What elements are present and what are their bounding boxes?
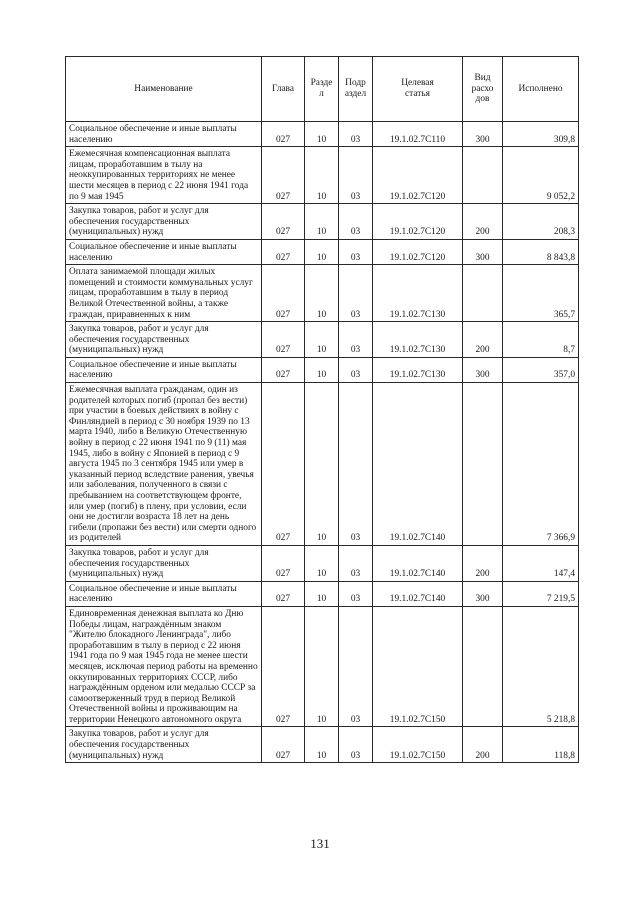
cell-executed: 365,7 bbox=[503, 265, 579, 322]
cell-target: 19.1.02.7С110 bbox=[373, 122, 463, 147]
cell-expense-type: 300 bbox=[463, 357, 503, 382]
cell-executed: 208,3 bbox=[503, 204, 579, 240]
table-body bbox=[66, 122, 579, 763]
cell-name: Социальное обеспечение и иные выплаты населению bbox=[66, 357, 262, 382]
table-row bbox=[66, 122, 579, 147]
cell-section: 10 bbox=[305, 727, 339, 763]
cell-section: 10 bbox=[305, 239, 339, 264]
cell-target: 19.1.02.7С120 bbox=[373, 147, 463, 204]
header-section: Разде л bbox=[305, 57, 339, 122]
cell-chapter: 027 bbox=[262, 606, 305, 727]
cell-target: 19.1.02.7С130 bbox=[373, 322, 463, 358]
cell-subsection: 03 bbox=[339, 581, 373, 606]
cell-target: 19.1.02.7С120 bbox=[373, 239, 463, 264]
cell-chapter: 027 bbox=[262, 383, 305, 546]
cell-section: 10 bbox=[305, 147, 339, 204]
table-row bbox=[66, 383, 579, 546]
cell-name: Социальное обеспечение и иные выплаты населению bbox=[66, 122, 262, 147]
cell-name: Социальное обеспечение и иные выплаты населению bbox=[66, 581, 262, 606]
header-name: Наименование bbox=[66, 57, 262, 122]
cell-target: 19.1.02.7С140 bbox=[373, 383, 463, 546]
table-header-row bbox=[66, 57, 579, 122]
cell-name: Закупка товаров, работ и услуг для обеспечения государственных (муниципальных) нужд bbox=[66, 204, 262, 240]
cell-subsection: 03 bbox=[339, 606, 373, 727]
table-row bbox=[66, 204, 579, 240]
cell-subsection: 03 bbox=[339, 545, 373, 581]
cell-chapter: 027 bbox=[262, 147, 305, 204]
cell-target: 19.1.02.7С140 bbox=[373, 581, 463, 606]
cell-target: 19.1.02.7С140 bbox=[373, 545, 463, 581]
cell-target: 19.1.02.7С150 bbox=[373, 727, 463, 763]
cell-target: 19.1.02.7С130 bbox=[373, 357, 463, 382]
budget-table bbox=[65, 56, 579, 763]
cell-target: 19.1.02.7С150 bbox=[373, 606, 463, 727]
table-row bbox=[66, 322, 579, 358]
cell-section: 10 bbox=[305, 122, 339, 147]
cell-subsection: 03 bbox=[339, 122, 373, 147]
cell-expense-type: 200 bbox=[463, 727, 503, 763]
cell-executed: 309,8 bbox=[503, 122, 579, 147]
cell-chapter: 027 bbox=[262, 265, 305, 322]
cell-chapter: 027 bbox=[262, 239, 305, 264]
cell-subsection: 03 bbox=[339, 357, 373, 382]
header-subsection: Подр аздел bbox=[339, 57, 373, 122]
cell-target: 19.1.02.7С120 bbox=[373, 204, 463, 240]
cell-executed: 118,8 bbox=[503, 727, 579, 763]
table-row bbox=[66, 147, 579, 204]
table-row bbox=[66, 727, 579, 763]
cell-target: 19.1.02.7С130 bbox=[373, 265, 463, 322]
cell-executed: 147,4 bbox=[503, 545, 579, 581]
cell-chapter: 027 bbox=[262, 545, 305, 581]
cell-name: Социальное обеспечение и иные выплаты населению bbox=[66, 239, 262, 264]
cell-expense-type: 200 bbox=[463, 545, 503, 581]
table-row bbox=[66, 606, 579, 727]
cell-expense-type bbox=[463, 383, 503, 546]
cell-section: 10 bbox=[305, 606, 339, 727]
cell-name: Единовременная денежная выплата ко Дню Победы лицам, награждённым знаком "Жителю блокадного Ленинграда", либо проработавшим в тылу в период с 22 июня 1941 года по 9 мая 1945 года не менее шести месяцев, исключая период работы на временно оккупированных территориях СССР, либо награждённым орденом или медалью СССР за самоотверженный труд в период Великой Отечественной войны и проживающим на территории Ненецкого автономного округа bbox=[66, 606, 262, 727]
cell-expense-type: 300 bbox=[463, 122, 503, 147]
cell-name: Закупка товаров, работ и услуг для обеспечения государственных (муниципальных) нужд bbox=[66, 727, 262, 763]
cell-subsection: 03 bbox=[339, 204, 373, 240]
cell-expense-type: 300 bbox=[463, 239, 503, 264]
cell-name: Ежемесячная выплата гражданам, один из родителей которых погиб (пропал без вести) при участии в боевых действиях в войну с Финляндией в период с 30 ноября 1939 по 13 марта 1940, либо в Великую Отечественную войну в период с 22 июня 1941 по 9 (11) мая 1945, либо в войну с Японией в период с 9 августа 1945 по 3 сентября 1945 или умер в указанный период вследствие ранения, увечья или заболевания, полученного в связи с пребыванием на соответствующем фронте, или умер (погиб) в плену, при условии, если они не достигли возраста 18 лет на день гибели (пропажи без вести) или смерти одного из родителей bbox=[66, 383, 262, 546]
cell-chapter: 027 bbox=[262, 727, 305, 763]
cell-name: Оплата занимаемой площади жилых помещений и стоимости коммунальных услуг лицам, проработавшим в тылу в период Великой Отечественной войны, а также граждан, приравненных к ним bbox=[66, 265, 262, 322]
table-row bbox=[66, 545, 579, 581]
cell-executed: 5 218,8 bbox=[503, 606, 579, 727]
cell-expense-type: 200 bbox=[463, 204, 503, 240]
cell-section: 10 bbox=[305, 581, 339, 606]
cell-subsection: 03 bbox=[339, 383, 373, 546]
cell-expense-type bbox=[463, 265, 503, 322]
cell-section: 10 bbox=[305, 265, 339, 322]
cell-chapter: 027 bbox=[262, 581, 305, 606]
header-expense-type: Вид расхо дов bbox=[463, 57, 503, 122]
page-number: 131 bbox=[310, 836, 330, 851]
cell-chapter: 027 bbox=[262, 357, 305, 382]
cell-name: Ежемесячная компенсационная выплата лицам, проработавшим в тылу на неоккупированных территориях не менее шести месяцев в период с 22 июня 1941 года по 9 мая 1945 bbox=[66, 147, 262, 204]
cell-subsection: 03 bbox=[339, 147, 373, 204]
cell-executed: 8 843,8 bbox=[503, 239, 579, 264]
header-chapter: Глава bbox=[262, 57, 305, 122]
cell-expense-type bbox=[463, 147, 503, 204]
cell-subsection: 03 bbox=[339, 265, 373, 322]
cell-executed: 9 052,2 bbox=[503, 147, 579, 204]
cell-name: Закупка товаров, работ и услуг для обеспечения государственных (муниципальных) нужд bbox=[66, 545, 262, 581]
table-row bbox=[66, 265, 579, 322]
cell-executed: 8,7 bbox=[503, 322, 579, 358]
cell-section: 10 bbox=[305, 322, 339, 358]
cell-executed: 357,0 bbox=[503, 357, 579, 382]
cell-executed: 7 366,9 bbox=[503, 383, 579, 546]
cell-chapter: 027 bbox=[262, 122, 305, 147]
cell-section: 10 bbox=[305, 357, 339, 382]
cell-subsection: 03 bbox=[339, 322, 373, 358]
table-row bbox=[66, 239, 579, 264]
table-row bbox=[66, 357, 579, 382]
cell-section: 10 bbox=[305, 204, 339, 240]
header-executed: Исполнено bbox=[503, 57, 579, 122]
cell-expense-type bbox=[463, 606, 503, 727]
cell-executed: 7 219,5 bbox=[503, 581, 579, 606]
cell-section: 10 bbox=[305, 545, 339, 581]
cell-expense-type: 200 bbox=[463, 322, 503, 358]
cell-expense-type: 300 bbox=[463, 581, 503, 606]
cell-chapter: 027 bbox=[262, 204, 305, 240]
cell-name: Закупка товаров, работ и услуг для обеспечения государственных (муниципальных) нужд bbox=[66, 322, 262, 358]
header-target: Целевая статья bbox=[373, 57, 463, 122]
table-row bbox=[66, 581, 579, 606]
cell-subsection: 03 bbox=[339, 239, 373, 264]
cell-chapter: 027 bbox=[262, 322, 305, 358]
cell-subsection: 03 bbox=[339, 727, 373, 763]
cell-section: 10 bbox=[305, 383, 339, 546]
